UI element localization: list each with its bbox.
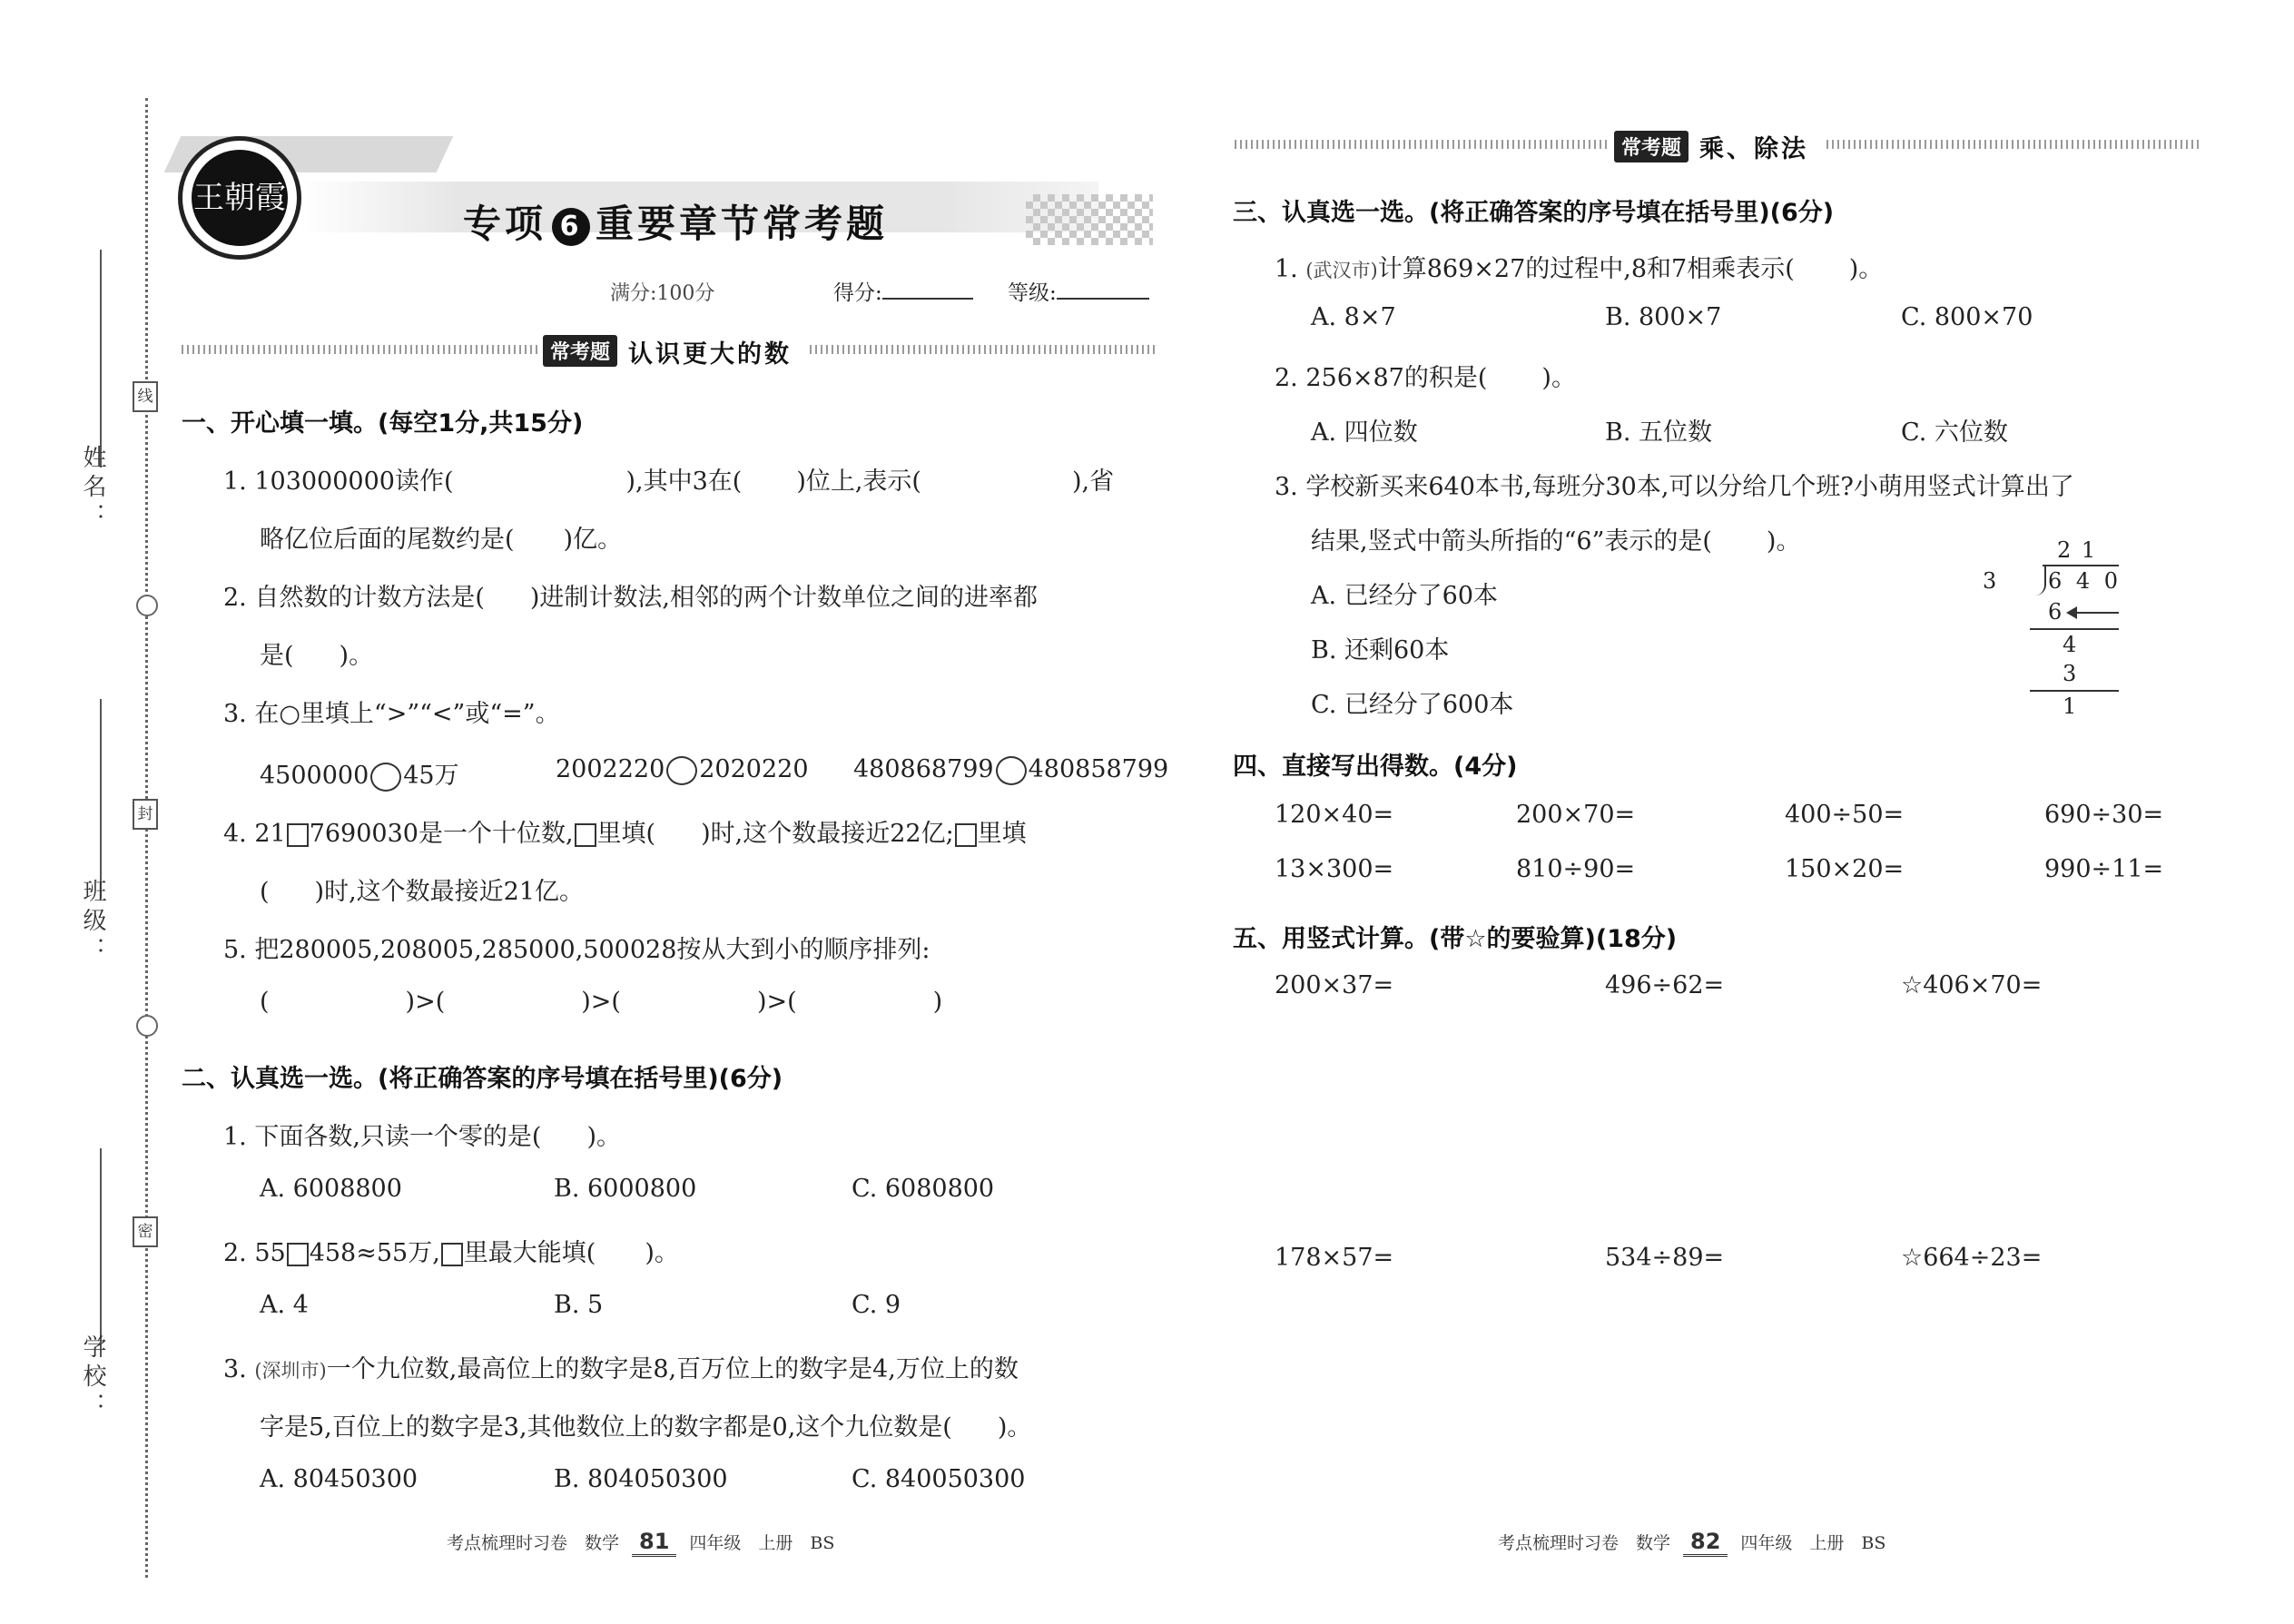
title-text: 重要章节常考题 (596, 202, 889, 246)
brand-logo (178, 136, 301, 260)
question-1-1-cont: 略亿位后面的尾数约是( )亿。 (260, 526, 623, 554)
seal-mark-secret: 密 (133, 1216, 158, 1247)
footer-left: 考点梳理时习卷 数学 81 四年级 上册 BS (447, 1529, 834, 1557)
option-b[interactable]: B. 804050300 (554, 1465, 728, 1493)
calc-item[interactable]: 810÷90= (1516, 855, 1636, 883)
ld-quotient: 2 1 (2057, 537, 2098, 563)
option-c[interactable]: C. 6080800 (852, 1175, 995, 1203)
score-field[interactable]: 得分: (833, 276, 973, 306)
question-1-5: 5. 把280005,208005,285000,500028按从大到小的顺序排列: (223, 936, 930, 964)
calc-item[interactable]: 990÷11= (2044, 855, 2164, 883)
ld-line (2030, 690, 2119, 692)
question-1-2-cont: 是( )。 (260, 642, 374, 670)
option-b[interactable]: B. 五位数 (1605, 418, 1713, 447)
calc-item[interactable]: 150×20= (1785, 855, 1905, 883)
calc-item[interactable]: 120×40= (1275, 801, 1394, 829)
question-1-4-cont: ( )时,这个数最接近21亿。 (260, 878, 585, 906)
compare-b: 2002220 2020220 (556, 755, 809, 783)
vertical-calc-item[interactable]: 178×57= (1275, 1244, 1394, 1272)
option-b[interactable]: B. 6000800 (554, 1175, 697, 1203)
question-1-1: 1. 103000000读作( ),其中3在( )位上,表示( ),省 (223, 468, 1115, 496)
option-a[interactable]: A. 4 (260, 1291, 309, 1319)
class-field-label: 班级： (79, 879, 106, 966)
option-c[interactable]: C. 840050300 (852, 1465, 1026, 1493)
calc-item[interactable]: 13×300= (1275, 855, 1394, 883)
option-c[interactable]: C. 已经分了600本 (1311, 691, 1514, 719)
option-c[interactable]: C. 六位数 (1901, 418, 2008, 447)
option-b[interactable]: B. 5 (554, 1291, 604, 1319)
option-a[interactable]: A. 80450300 (260, 1465, 418, 1493)
banner-dots-left (182, 345, 539, 354)
option-b[interactable]: B. 还剩60本 (1311, 636, 1450, 664)
vertical-calc-item[interactable]: 496÷62= (1605, 971, 1725, 999)
section-3-heading: 三、认真选一选。(将正确答案的序号填在括号里)(6分) (1233, 199, 1835, 227)
ld-bar (2043, 565, 2119, 566)
brand-logo-text: 王朝霞 (192, 150, 288, 246)
banner-tag: 常考题 (543, 335, 617, 367)
seal-mark-line: 线 (133, 381, 158, 412)
question-2-3: 3. (深圳市)一个九位数,最高位上的数字是8,百万位上的数字是4,万位上的数 (223, 1355, 1019, 1383)
banner-title: 乘、除法 (1699, 135, 1808, 163)
compare-c: 480868799 480858799 (853, 755, 1169, 783)
section-2-heading: 二、认真选一选。(将正确答案的序号填在括号里)(6分) (182, 1065, 783, 1093)
question-3-3-cont: 结果,竖式中箭头所指的“6”表示的是( )。 (1311, 527, 1801, 556)
grade-field[interactable]: 等级: (1008, 276, 1149, 306)
vertical-calc-item[interactable]: ☆664÷23= (1901, 1244, 2043, 1272)
section-4-heading: 四、直接写出得数。(4分) (1233, 753, 1518, 781)
binding-hole-icon (136, 595, 158, 616)
arrow-icon (2070, 612, 2119, 614)
vertical-calc-item[interactable]: ☆406×70= (1901, 971, 2043, 999)
option-a[interactable]: A. 6008800 (260, 1175, 402, 1203)
option-a[interactable]: A. 已经分了60本 (1311, 582, 1499, 610)
option-c[interactable]: C. 800×70 (1901, 303, 2033, 331)
ld-row-1: 6 (2048, 599, 2063, 625)
name-field-label: 姓名： (79, 445, 106, 532)
ld-dividend: 6 4 0 (2048, 568, 2122, 594)
question-3-1: 1. (武汉市)计算869×27的过程中,8和7相乘表示( )。 (1275, 255, 1884, 283)
section-1-heading: 一、开心填一填。(每空1分,共15分) (182, 409, 584, 438)
title-checker-pattern (1026, 194, 1153, 245)
banner-dots-left (1235, 140, 1609, 149)
compare-oval[interactable] (666, 756, 697, 785)
title-number-badge: 6 (552, 208, 590, 246)
question-1-2: 2. 自然数的计数方法是( )进制计数法,相邻的两个计数单位之间的进率都 (223, 584, 1039, 612)
banner-tag: 常考题 (1614, 131, 1689, 162)
ld-row-3: 3 (2063, 661, 2077, 686)
calc-item[interactable]: 690÷30= (2044, 801, 2164, 829)
question-2-2: 2. 55 458≈55万, 里最大能填( )。 (223, 1239, 679, 1267)
footer-right: 考点梳理时习卷 数学 82 四年级 上册 BS (1498, 1529, 1885, 1557)
compare-oval[interactable] (996, 756, 1027, 785)
banner-title: 认识更大的数 (628, 340, 792, 369)
banner-dots-right (1826, 140, 2202, 149)
question-3-3: 3. 学校新买来640本书,每班分30本,可以分给几个班?小萌用竖式计算出了 (1275, 473, 2074, 501)
digit-box[interactable] (955, 823, 977, 847)
question-2-1: 1. 下面各数,只读一个零的是( )。 (223, 1123, 622, 1151)
section-5-heading: 五、用竖式计算。(带☆的要验算)(18分) (1233, 925, 1678, 953)
ld-row-2: 4 (2063, 632, 2077, 657)
ld-divisor: 3 (1983, 568, 1997, 594)
school-field-line (100, 1148, 102, 1357)
ld-bracket (2030, 565, 2046, 595)
digit-box[interactable] (575, 823, 596, 847)
digit-box[interactable] (287, 1243, 309, 1266)
ld-row-4: 1 (2063, 694, 2077, 719)
page-number: 81 (632, 1529, 676, 1557)
calc-item[interactable]: 200×70= (1516, 801, 1636, 829)
digit-box[interactable] (441, 1243, 463, 1266)
binding-dotted-line (145, 98, 148, 1578)
ld-line (2030, 628, 2119, 630)
binding-hole-icon (136, 1015, 158, 1037)
question-2-3-cont: 字是5,百位上的数字是3,其他数位上的数字都是0,这个九位数是( )。 (260, 1413, 1032, 1442)
vertical-calc-item[interactable]: 534÷89= (1605, 1244, 1725, 1272)
option-b[interactable]: B. 800×7 (1605, 303, 1722, 331)
question-3-2: 2. 256×87的积是( )。 (1275, 364, 1576, 392)
name-field-line (100, 250, 102, 468)
school-field-label: 学校： (79, 1334, 106, 1422)
option-a[interactable]: A. 四位数 (1311, 418, 1418, 447)
compare-oval[interactable] (370, 763, 401, 792)
question-1-4: 4. 21 7690030是一个十位数, 里填( )时,这个数最接近22亿; 里填 (223, 820, 1027, 848)
full-score: 满分:100分 (610, 282, 715, 305)
order-row: ( )>( )>( )>( ) (260, 988, 943, 1016)
compare-a: 4500000 45万 (260, 762, 459, 790)
class-field-line (100, 699, 102, 899)
vertical-calc-item[interactable]: 200×37= (1275, 971, 1394, 999)
calc-item[interactable]: 400÷50= (1785, 801, 1905, 829)
option-a[interactable]: A. 8×7 (1311, 303, 1396, 331)
title-prefix: 专项 (463, 202, 547, 246)
digit-box[interactable] (287, 823, 309, 847)
page-title (463, 194, 888, 249)
option-c[interactable]: C. 9 (852, 1291, 901, 1319)
question-1-3: 3. 在○里填上“>”“<”或“=”。 (223, 700, 560, 728)
arrow-head-icon (2066, 606, 2077, 619)
page-number: 82 (1683, 1529, 1728, 1557)
banner-dots-right (810, 345, 1155, 354)
seal-mark-seal: 封 (133, 799, 158, 830)
